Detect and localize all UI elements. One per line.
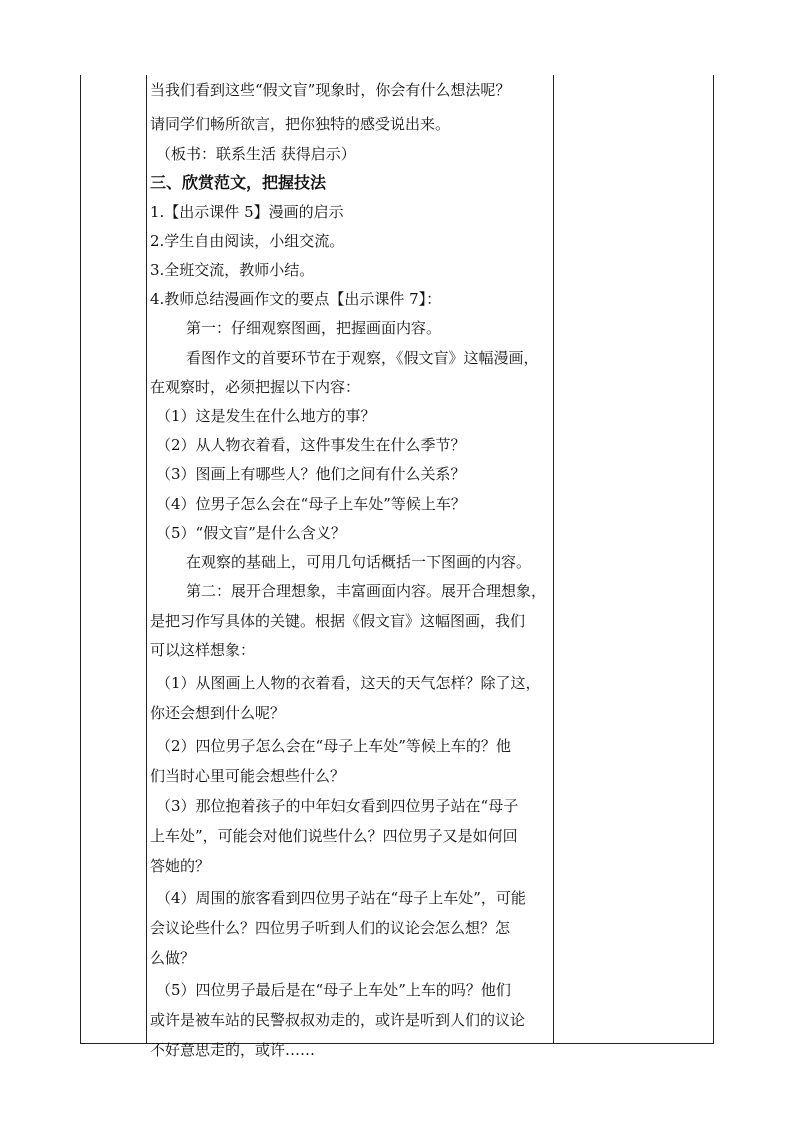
table-border-left bbox=[80, 75, 81, 1044]
paragraph-line: 在观察的基础上，可用几句话概括一下图画的内容。 bbox=[186, 553, 532, 571]
text-line: 当我们看到这些“假文盲”现象时，你会有什么想法呢？ bbox=[150, 81, 511, 99]
paragraph-line: 第二：展开合理想象，丰富画面内容。展开合理想象， bbox=[186, 582, 547, 600]
question-item: 么做？ bbox=[150, 949, 196, 967]
question-item: （3）图画上有哪些人？他们之间有什么关系？ bbox=[156, 465, 466, 483]
question-item: （1）从图画上人物的衣着看，这天的天气怎样？除了这， bbox=[156, 674, 541, 692]
table-divider-1 bbox=[146, 75, 147, 1044]
blackboard-note: （板书：联系生活 获得启示） bbox=[156, 145, 356, 163]
question-item: 上车处”，可能会对他们说些什么？四位男子又是如何回 bbox=[150, 827, 518, 845]
list-item: 2.学生自由阅读，小组交流。 bbox=[150, 232, 345, 250]
list-item: 4.教师总结漫画作文的要点【出示课件 7】： bbox=[150, 290, 442, 308]
question-item: 你还会想到什么呢？ bbox=[150, 704, 286, 722]
table-divider-2 bbox=[553, 75, 554, 1044]
question-item: （5）“假文盲”是什么含义？ bbox=[156, 524, 346, 542]
question-item: （4）周围的旅客看到四位男子站在“母子上车处”，可能 bbox=[156, 889, 526, 907]
question-item: 不好意思走的，或许…… bbox=[150, 1041, 316, 1059]
paragraph-line: 可以这样想象： bbox=[150, 641, 256, 659]
table-border-right bbox=[713, 75, 714, 1044]
question-item: （2）从人物衣着看，这件事发生在什么季节？ bbox=[156, 436, 466, 454]
list-item: 3.全班交流，教师小结。 bbox=[150, 261, 315, 279]
question-item: （3）那位抱着孩子的中年妇女看到四位男子站在“母子 bbox=[156, 797, 519, 815]
question-item: （4）位男子怎么会在“母子上车处”等候上车？ bbox=[156, 495, 466, 513]
question-item: （2）四位男子怎么会在“母子上车处”等候上车的？他 bbox=[156, 737, 511, 755]
question-item: 答她的？ bbox=[150, 857, 211, 875]
paragraph-line: 是把习作写具体的关键。根据《假文盲》这幅图画，我们 bbox=[150, 612, 526, 630]
paragraph-line: 看图作文的首要环节在于观察，《假文盲》这幅漫画， bbox=[186, 349, 539, 367]
paragraph-line: 第一：仔细观察图画，把握画面内容。 bbox=[186, 319, 442, 337]
section-heading: 三、欣赏范文，把握技法 bbox=[150, 173, 327, 192]
question-item: （5）四位男子最后是在“母子上车处”上车的吗？他们 bbox=[156, 981, 511, 999]
question-item: 或许是被车站的民警叔叔劝走的，或许是听到人们的议论 bbox=[150, 1011, 526, 1029]
list-item: 1.【出示课件 5】漫画的启示 bbox=[150, 203, 344, 221]
question-item: （1）这是发生在什么地方的事？ bbox=[156, 407, 376, 425]
text-line: 请同学们畅所欲言，把你独特的感受说出来。 bbox=[150, 115, 451, 133]
question-item: 们当时心里可能会想些什么？ bbox=[150, 767, 346, 785]
paragraph-line: 在观察时，必须把握以下内容： bbox=[150, 378, 361, 396]
question-item: 会议论些什么？四位男子听到人们的议论会怎么想？怎 bbox=[150, 919, 511, 937]
